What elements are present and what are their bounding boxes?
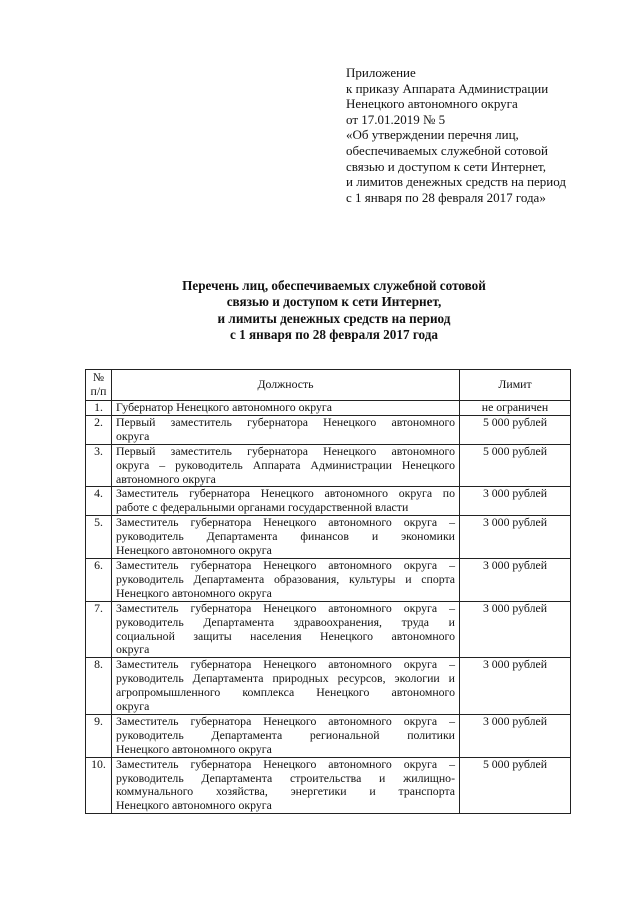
row-limit: 3 000 рублей <box>460 658 571 715</box>
position-line: Ненецкого автономного округа <box>116 798 272 813</box>
row-position <box>112 558 460 601</box>
position-line: Первый заместитель губернатора Ненецкого автономного <box>116 414 455 429</box>
position-line: Ненецкого автономного округа <box>116 585 272 600</box>
table-row <box>86 415 571 444</box>
table-row <box>86 714 571 757</box>
position-line: руководитель Департамента строительства и жилищно- <box>116 770 455 785</box>
table-row <box>86 516 571 559</box>
table-row <box>86 757 571 814</box>
header-number <box>86 370 112 401</box>
row-position <box>112 658 460 715</box>
row-limit: не ограничен <box>460 401 571 416</box>
row-number: 8. <box>86 658 112 715</box>
row-limit: 3 000 рублей <box>460 516 571 559</box>
position-line: Заместитель губернатора Ненецкого автономного округа – <box>116 600 455 615</box>
appendix-line: к приказу Аппарата Администрации <box>346 80 549 96</box>
table-row <box>86 444 571 487</box>
position-line: Губернатор Ненецкого автономного округа <box>116 400 332 414</box>
appendix-line: Приложение <box>346 65 416 80</box>
position-line: социальной защиты населения Ненецкого автономного <box>116 628 455 643</box>
position-line: работе с федеральными органами государственной власти <box>116 500 409 515</box>
row-limit: 3 000 рублей <box>460 487 571 516</box>
position-line: Заместитель губернатора Ненецкого автономного округа – <box>116 557 455 572</box>
appendix-line: связью и доступом к сети Интернет, <box>346 158 546 174</box>
position-line: агропромышленного комплекса Ненецкого автономного <box>116 685 455 700</box>
position-line: руководитель Департамента природных ресурсов, экологии и <box>116 671 455 686</box>
position-line: руководитель Департамента образования, культуры и спорта <box>116 571 455 586</box>
position-line: Заместитель губернатора Ненецкого автономного округа по <box>116 486 455 501</box>
row-limit: 5 000 рублей <box>460 444 571 487</box>
table-row <box>86 601 571 658</box>
position-line: Заместитель губернатора Ненецкого автономного округа – <box>116 713 455 728</box>
appendix-line: от 17.01.2019 № 5 <box>346 111 446 127</box>
position-line: Заместитель губернатора Ненецкого автономного округа – <box>116 657 455 672</box>
header-limit: Лимит <box>460 370 571 401</box>
row-limit: 3 000 рублей <box>460 714 571 757</box>
row-limit: 5 000 рублей <box>460 415 571 444</box>
position-line: коммунального хозяйства, энергетики и транспорта <box>116 784 455 799</box>
position-line: руководитель Департамента региональной политики <box>116 727 455 742</box>
row-position <box>112 401 460 416</box>
appendix-line: с 1 января по 28 февраля 2017 года» <box>346 189 546 205</box>
table-row <box>86 487 571 516</box>
document-title <box>100 278 568 343</box>
row-position <box>112 516 460 559</box>
appendix-line: Ненецкого автономного округа <box>346 96 518 112</box>
row-number: 4. <box>86 487 112 516</box>
position-line: Заместитель губернатора Ненецкого автономного округа – <box>116 756 455 771</box>
row-number: 7. <box>86 601 112 658</box>
title-line: с 1 января по 28 февраля 2017 года <box>229 326 438 342</box>
table-row <box>86 558 571 601</box>
appendix-block <box>346 65 606 205</box>
position-line: округа – руководитель Аппарата Администрации Ненецкого <box>116 457 455 472</box>
row-position <box>112 487 460 516</box>
header-number-line1: № <box>92 370 105 385</box>
row-limit: 3 000 рублей <box>460 601 571 658</box>
table-row <box>86 658 571 715</box>
position-line: округа <box>116 699 150 714</box>
row-number: 1. <box>86 401 112 416</box>
row-number: 6. <box>86 558 112 601</box>
position-line: руководитель Департамента здравоохранения, труда и <box>116 614 455 629</box>
row-number: 5. <box>86 516 112 559</box>
row-limit: 5 000 рублей <box>460 757 571 814</box>
positions-table <box>85 369 571 814</box>
row-number: 9. <box>86 714 112 757</box>
position-line: Заместитель губернатора Ненецкого автономного округа – <box>116 515 455 530</box>
table-row <box>86 401 571 416</box>
position-line: автономного округа <box>116 471 216 486</box>
title-line: Перечень лиц, обеспечиваемых служебной сотовой <box>182 278 486 293</box>
appendix-line: «Об утверждении перечня лиц, <box>346 127 519 143</box>
table-header-row <box>86 370 571 401</box>
row-position <box>112 601 460 658</box>
position-line: Ненецкого автономного округа <box>116 543 272 558</box>
header-position: Должность <box>112 370 460 401</box>
position-line: Ненецкого автономного округа <box>116 741 272 756</box>
title-line: и лимиты денежных средств на период <box>217 310 451 326</box>
row-number: 2. <box>86 415 112 444</box>
header-number-line2: п/п <box>90 384 107 398</box>
row-number: 10. <box>86 757 112 814</box>
row-position <box>112 714 460 757</box>
row-limit: 3 000 рублей <box>460 558 571 601</box>
position-line: руководитель Департамента финансов и экономики <box>116 529 455 544</box>
row-position <box>112 444 460 487</box>
row-position <box>112 415 460 444</box>
position-line: округа <box>116 428 150 443</box>
position-line: округа <box>116 642 150 657</box>
row-position <box>112 757 460 814</box>
appendix-line: обеспечиваемых служебной сотовой <box>346 142 548 158</box>
position-line: Первый заместитель губернатора Ненецкого автономного <box>116 443 455 458</box>
title-line: связью и доступом к сети Интернет, <box>226 294 442 310</box>
appendix-line: и лимитов денежных средств на период <box>346 174 566 190</box>
row-number: 3. <box>86 444 112 487</box>
